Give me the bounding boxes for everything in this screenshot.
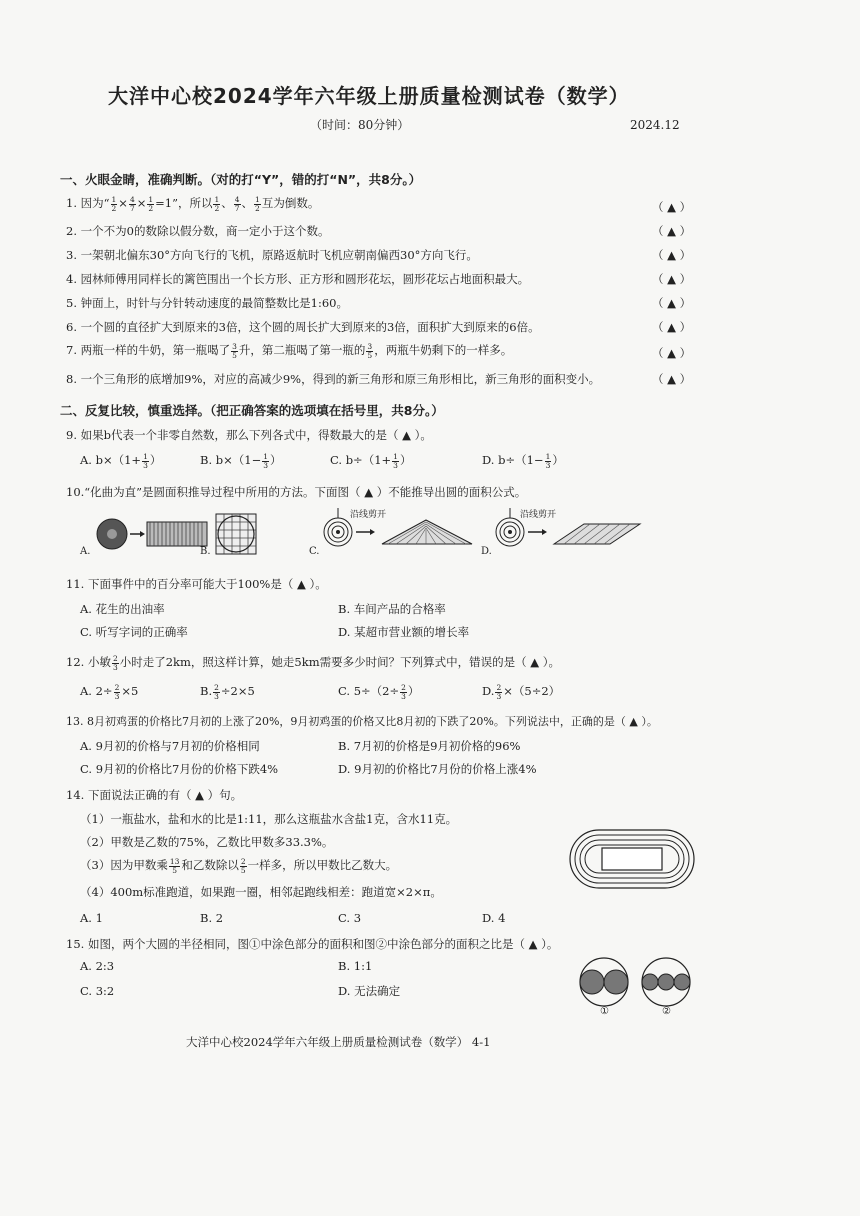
q15-label-1: ① [600, 1006, 609, 1017]
answer-slot-3[interactable]: （ ▲ ） [652, 248, 692, 262]
section-2-title: 二、反复比较，慎重选择。（把正确答案的选项填在括号里，共8分。） [60, 403, 444, 418]
exam-time: （时间：80分钟） [310, 118, 410, 132]
question-6: 6. 一个圆的直径扩大到原来的3倍，这个圆的周长扩大到原来的3倍，面积扩大到原来的6倍。 [66, 320, 540, 334]
q13-option-c[interactable]: C. 9月初的价格比7月份的价格下跌4% [80, 762, 279, 776]
q10-label-a[interactable]: A. [80, 546, 91, 557]
question-4: 4. 园林师傅用同样长的篱笆围出一个长方形、正方形和圆形花坛，圆形花坛占地面积最大。 [66, 272, 530, 286]
q10-label-c[interactable]: C. [309, 546, 320, 557]
q13-option-d[interactable]: D. 9月初的价格比7月份的价格上涨4% [338, 762, 537, 776]
question-12: 12. 小敏 $\frac{2}{3}$ 小时走了2km，照这样计算，她走5km需要多少时间？下列算式中，错误的是（ ▲ ）。 [66, 653, 561, 672]
q10-figure-d [488, 506, 648, 554]
question-5: 5. 钟面上，时针与分针转动速度的最简整数比是1:60。 [66, 296, 348, 310]
q14-statement-1: （1）一瓶盐水，盐和水的比是1:11，那么这瓶盐水含盐1克，含水11克。 [80, 812, 458, 826]
question-9: 9. 如果b代表一个非零自然数，那么下列各式中，得数最大的是（ ▲ ）。 [66, 428, 432, 442]
q15-label-2: ② [662, 1006, 671, 1017]
q10-cut-text-c: 沿线剪开 [350, 510, 387, 520]
running-track-figure [568, 828, 696, 890]
q10-figure-b [214, 512, 262, 556]
q14-statement-4: （4）400m标准跑道，如果跑一圈，相邻起跑线相差：跑道宽×2×π。 [80, 885, 442, 899]
q15-option-a[interactable]: A. 2:3 [80, 959, 115, 973]
question-14: 14. 下面说法正确的有（ ▲ ）句。 [66, 788, 243, 802]
question-13: 13. 8月初鸡蛋的价格比7月初的上涨了20%，9月初鸡蛋的价格又比8月初的下跌了20%。下列说法中，正确的是（ ▲ ）。 [66, 715, 658, 728]
question-3: 3. 一架朝北偏东30°方向飞行的飞机，原路返航时飞机应朝南偏西30°方向飞行。 [66, 248, 478, 262]
q9-option-c[interactable]: C. b÷（1+ $\frac{1}{3}$ ） [330, 451, 412, 470]
q9-option-d[interactable]: D. b÷（1− $\frac{1}{3}$ ） [482, 451, 564, 470]
q14-option-b[interactable]: B. 2 [200, 911, 224, 925]
q10-cut-text-d: 沿线剪开 [520, 510, 557, 520]
q13-option-b[interactable]: B. 7月初的价格是9月初价格的96% [338, 739, 521, 753]
q11-option-a[interactable]: A. 花生的出油率 [80, 602, 165, 616]
exam-title: 大洋中心校2024学年六年级上册质量检测试卷（数学） [108, 84, 630, 108]
q15-option-b[interactable]: B. 1:1 [338, 959, 373, 973]
q14-option-a[interactable]: A. 1 [80, 911, 103, 925]
question-8: 8. 一个三角形的底增加9%，对应的高减少9%，得到的新三角形和原三角形相比，新三角形的面积变小。 [66, 372, 601, 386]
exam-date: 2024.12 [630, 118, 680, 132]
answer-slot-5[interactable]: （ ▲ ） [652, 296, 692, 310]
q11-option-b[interactable]: B. 车间产品的合格率 [338, 602, 446, 616]
q12-option-a[interactable]: A. 2÷ $\frac{2}{3}$ ×5 [80, 682, 139, 701]
q13-option-a[interactable]: A. 9月初的价格与7月初的价格相同 [80, 739, 260, 753]
q11-option-d[interactable]: D. 某超市营业额的增长率 [338, 625, 470, 639]
question-7: 7. 两瓶一样的牛奶，第一瓶喝了 $\frac{3}{5}$ 升，第二瓶喝了第一瓶的 $\frac{3}{5}$ ，两瓶牛奶剩下的一样多。 [66, 341, 513, 360]
answer-slot-7[interactable]: （ ▲ ） [652, 346, 692, 360]
answer-slot-4[interactable]: （ ▲ ） [652, 272, 692, 286]
q14-statement-2: （2）甲数是乙数的75%，乙数比甲数多33.3%。 [80, 835, 334, 849]
answer-slot-6[interactable]: （ ▲ ） [652, 320, 692, 334]
q14-option-d[interactable]: D. 4 [482, 911, 506, 925]
question-1: 1. 因为“ $\frac{1}{2}$ × $\frac{4}{7}$ × $\frac{1}{2}$ =1”，所以 $\frac{1}{2}$ 、 $\frac{4}{7}$ 、 $\frac{1}{2}$ 互为倒数。 [66, 194, 320, 213]
q9-option-b[interactable]: B. b×（1− $\frac{1}{3}$ ） [200, 451, 282, 470]
q10-figure-a [92, 514, 212, 554]
q15-option-c[interactable]: C. 3:2 [80, 984, 115, 998]
answer-slot-1[interactable]: （ ▲ ） [652, 200, 692, 214]
answer-slot-8[interactable]: （ ▲ ） [652, 372, 692, 386]
q10-label-b[interactable]: B. [200, 546, 211, 557]
q15-option-d[interactable]: D. 无法确定 [338, 984, 401, 998]
answer-slot-2[interactable]: （ ▲ ） [652, 224, 692, 238]
q12-option-c[interactable]: C. 5÷（2÷ $\frac{2}{3}$ ） [338, 682, 420, 701]
page-footer: 大洋中心校2024学年六年级上册质量检测试卷（数学） 4-1 [186, 1035, 491, 1049]
q10-figure-c [316, 506, 476, 554]
q12-option-b[interactable]: B. $\frac{2}{3}$ ÷2×5 [200, 682, 255, 701]
q9-option-a[interactable]: A. b×（1+ $\frac{1}{3}$ ） [80, 451, 162, 470]
q12-option-d[interactable]: D. $\frac{2}{3}$ ×（5÷2） [482, 682, 561, 701]
q10-label-d[interactable]: D. [481, 546, 492, 557]
q11-option-c[interactable]: C. 听写字词的正确率 [80, 625, 188, 639]
q14-statement-3: （3）因为甲数乘 $\frac{13}{5}$ 和乙数除以 $\frac{2}{5}$ 一样多，所以甲数比乙数大。 [80, 856, 398, 875]
q14-option-c[interactable]: C. 3 [338, 911, 362, 925]
section-1-title: 一、火眼金睛，准确判断。（对的打“Y”，错的打“N”，共8分。） [60, 172, 422, 187]
question-2: 2. 一个不为0的数除以假分数，商一定小于这个数。 [66, 224, 330, 238]
question-15: 15. 如图，两个大圆的半径相同，图①中涂色部分的面积和图②中涂色部分的面积之比是（ ▲ ）。 [66, 937, 559, 951]
q15-circles-figure [576, 956, 696, 1012]
question-10: 10.“化曲为直”是圆面积推导过程中所用的方法。下面图（ ▲ ）不能推导出圆的面积公式。 [66, 485, 527, 499]
question-11: 11. 下面事件中的百分率可能大于100%是（ ▲ ）。 [66, 577, 327, 591]
